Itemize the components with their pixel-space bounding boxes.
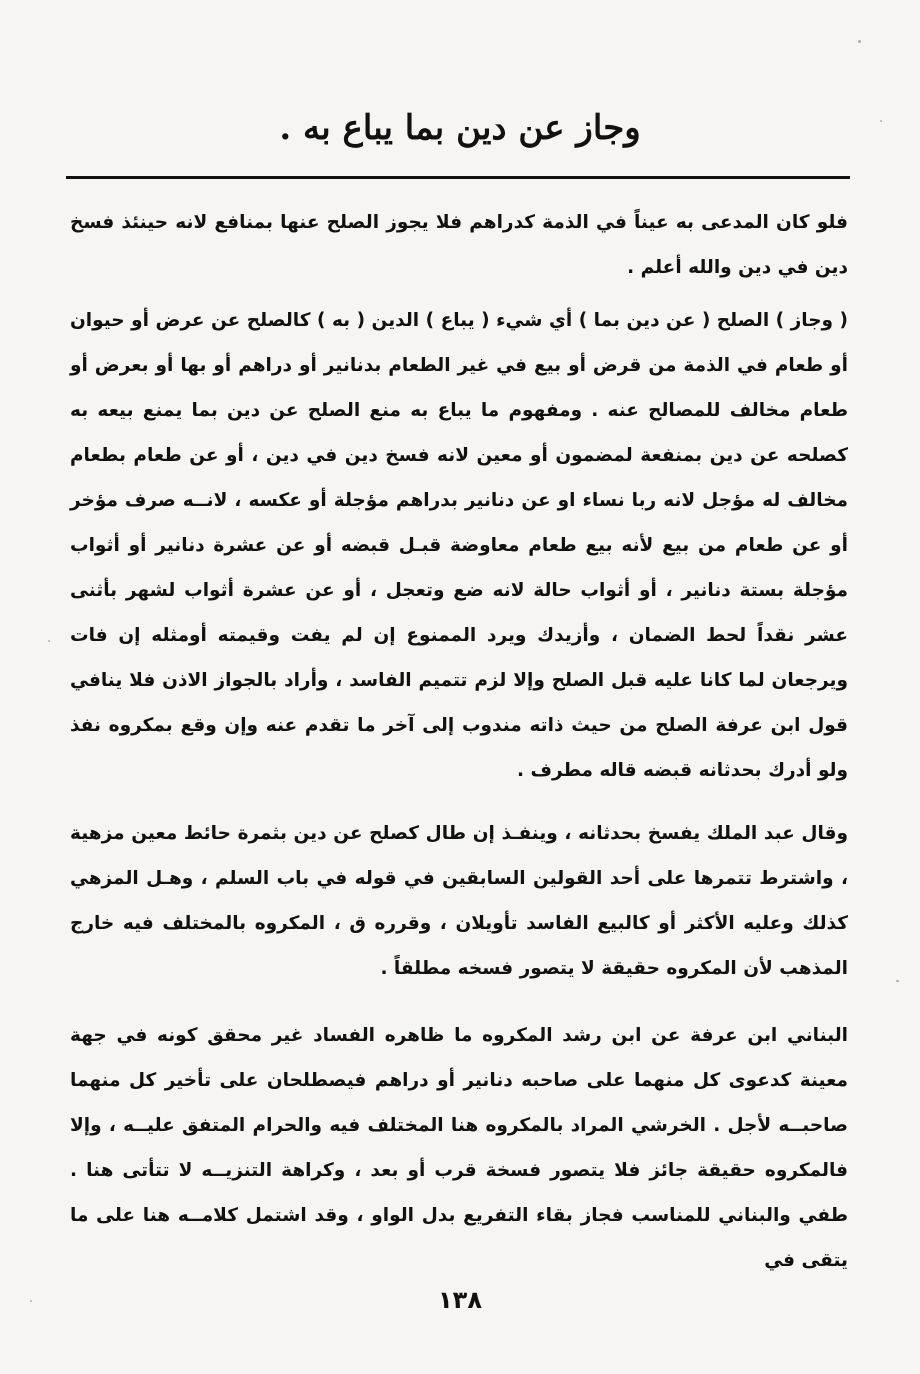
paragraph-1: فلو كان المدعى به عيناً في الذمة كدراهم فلا يجوز الصلح عنها بمنافع لانه حينئذ فسخ دين في دين والله أعلم .: [70, 212, 848, 278]
paragraph-2: ( وجاز ) الصلح ( عن دين بما ) أي شيء ( يباع ) الدين ( به ) كالصلح عن عرض أو حيوان أو طعام في الذمة من قرض أو بيع في غير الطعام بدنانير أو دراهم أو بها أو بعرض أو طعام مخالف للمصالح عنه . ومفهوم ما يباع به منع الصلح عن دين بما يمنع بيعه به كصلحه عن دين بمنفعة لمضمون أو معين لانه فسخ دين في دين ، أو عن طعام بطعام مخالف له مؤجل لانه ربا نساء او عن دنانير بدراهم مؤجلة أو عكسه ، لانــه صرف مؤخر أو عن طعام من بيع لأنه بيع طعام معاوضة قبـل قبضه أو عن عشرة دنانير أو أثواب مؤجلة بستة دنانير ، أو أثواب حالة لانه ضع وتعجل ، أو عن عشرة أثواب لشهر بأثنى عشر نقداً لحط الضمان ، وأزيدك ويرد الممنوع إن لم يفت وقيمته أومثله إن فات ويرجعان لما كانا عليه قبل الصلح وإلا لزم تتميم الفاسد ، وأراد بالجواز الاذن فلا ينافي قول ابن عرفة الصلح من حيث ذاته مندوب إلى آخر ما تقدم عنه وإن وقع بمكروه نفذ ولو أدرك بحدثانه قبضه قاله مطرف .: [70, 310, 848, 781]
scan-speck: [896, 980, 899, 982]
scan-speck: [30, 1300, 32, 1302]
scan-speck: [880, 120, 882, 122]
scan-speck: [48, 640, 50, 642]
page-number: ١٣٨: [438, 1286, 482, 1314]
running-header: وجاز عن دين بما يباع به .: [279, 108, 641, 148]
scan-speck: [858, 40, 861, 43]
paragraph-3: وقال عبد الملك يفسخ بحدثانه ، وينفـذ إن طال كصلح عن دين بثمرة حائط معين مزهية ، واشترط تتمرها على أحد القولين السابقين في قوله في باب السلم ، وهـل المزهي كذلك وعليه الأكثر أو كالبيع الفاسد تأويلان ، وقرره ق ، المكروه بالمختلف فيه خارج المذهب لأن المكروه حقيقة لا يتصور فسخه مطلقاً .: [70, 823, 848, 979]
paragraph-4: البناني ابن عرفة عن ابن رشد المكروه ما ظاهره الفساد غير محقق كونه في جهة معينة كدعوى كل منهما على صاحبه دنانير أو دراهم فيصطلحان على تأخير كل منهما صاحبــه لأجل . الخرشي المراد بالمكروه هنا المختلف فيه والحرام المتفق عليــه ، وإلا فالمكروه حقيقة جائز فلا يتصور فسخة قرب أو بعد ، وكراهة التنزيــه لا تتأتى هنا . طفي والبناني للمناسب فجاز بقاء التفريع بدل الواو ، وقد اشتمل كلامــه هنا على ما يتقى في: [70, 1025, 848, 1271]
header-rule: [66, 176, 850, 179]
body-text: [70, 200, 848, 1283]
